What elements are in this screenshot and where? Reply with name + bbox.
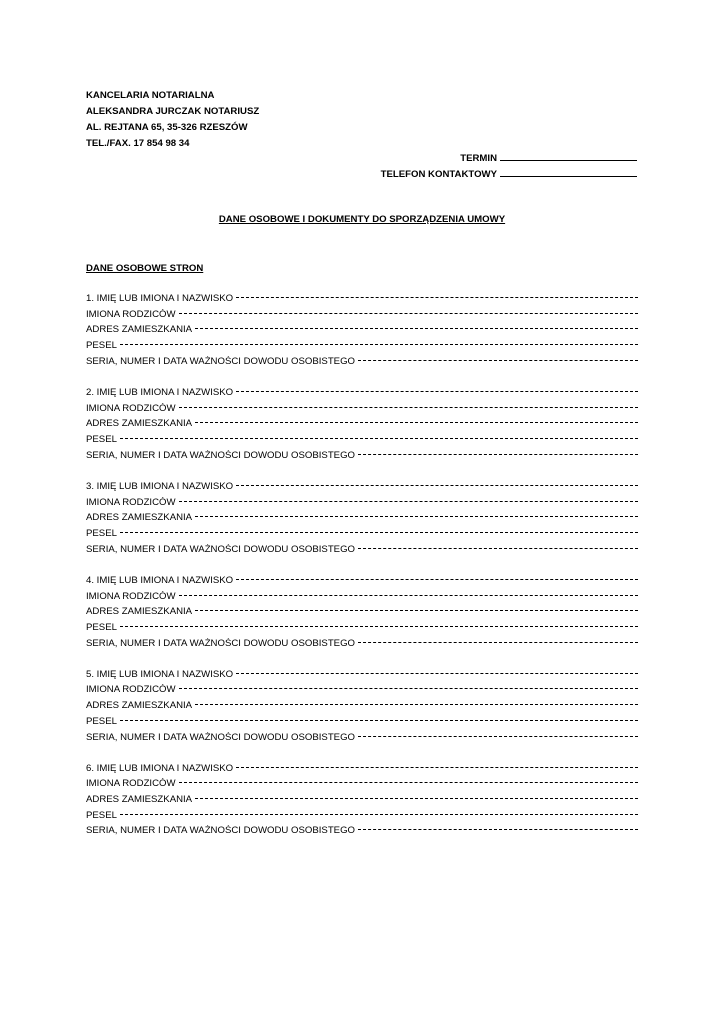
parents-label: IMIONA RODZICÓW <box>86 590 176 602</box>
person-block <box>86 481 638 559</box>
address-field <box>86 700 638 716</box>
pesel-field <box>86 622 638 638</box>
id-document-label: SERIA, NUMER I DATA WAŻNOŚCI DOWODU OSOBISTEGO <box>86 543 355 555</box>
name-field <box>86 481 638 497</box>
dashed-blank <box>120 626 638 627</box>
top-fields <box>381 151 637 183</box>
dashed-blank <box>179 313 638 314</box>
termin-field <box>381 151 637 167</box>
pesel-field <box>86 340 638 356</box>
id-document-field <box>86 450 638 466</box>
person-block <box>86 575 638 653</box>
address-label: ADRES ZAMIESZKANIA <box>86 324 193 336</box>
person-block <box>86 387 638 465</box>
office-name: KANCELARIA NOTARIALNA <box>86 90 215 101</box>
termin-blank <box>500 151 637 161</box>
id-document-label: SERIA, NUMER I DATA WAŻNOŚCI DOWODU OSOBISTEGO <box>86 355 355 367</box>
name-field <box>86 669 638 685</box>
id-document-label: SERIA, NUMER I DATA WAŻNOŚCI DOWODU OSOBISTEGO <box>86 825 355 837</box>
pesel-label: PESEL <box>86 715 117 727</box>
dashed-blank <box>236 673 638 674</box>
name-field <box>86 763 638 779</box>
telefon-label: TELEFON KONTAKTOWY <box>380 169 497 180</box>
telefon-blank <box>500 167 637 177</box>
dashed-blank <box>179 501 638 502</box>
dashed-blank <box>358 736 638 737</box>
name-label: 6. IMIĘ LUB IMIONA I NAZWISKO <box>86 762 234 774</box>
name-label: 4. IMIĘ LUB IMIONA I NAZWISKO <box>86 574 234 586</box>
dashed-blank <box>358 829 638 830</box>
person-block <box>86 763 638 841</box>
document-title: DANE OSOBOWE I DOKUMENTY DO SPORZĄDZENIA UMOWY <box>218 214 506 225</box>
parents-field <box>86 778 638 794</box>
pesel-field <box>86 810 638 826</box>
pesel-label: PESEL <box>86 621 117 633</box>
dashed-blank <box>195 328 638 329</box>
id-document-label: SERIA, NUMER I DATA WAŻNOŚCI DOWODU OSOBISTEGO <box>86 449 355 461</box>
address-label: ADRES ZAMIESZKANIA <box>86 606 193 618</box>
dashed-blank <box>195 704 638 705</box>
section-title: DANE OSOBOWE STRON <box>86 263 204 274</box>
address-field <box>86 418 638 434</box>
dashed-blank <box>120 532 638 533</box>
pesel-field <box>86 434 638 450</box>
parents-label: IMIONA RODZICÓW <box>86 778 176 790</box>
dashed-blank <box>358 360 638 361</box>
dashed-blank <box>236 767 638 768</box>
parents-label: IMIONA RODZICÓW <box>86 308 176 320</box>
dashed-blank <box>120 720 638 721</box>
dashed-blank <box>195 798 638 799</box>
parents-field <box>86 403 638 419</box>
address-field <box>86 606 638 622</box>
pesel-field <box>86 528 638 544</box>
name-label: 5. IMIĘ LUB IMIONA I NAZWISKO <box>86 668 234 680</box>
dashed-blank <box>120 814 638 815</box>
address-label: ADRES ZAMIESZKANIA <box>86 700 193 712</box>
id-document-label: SERIA, NUMER I DATA WAŻNOŚCI DOWODU OSOBISTEGO <box>86 637 355 649</box>
name-field <box>86 575 638 591</box>
name-field <box>86 293 638 309</box>
pesel-label: PESEL <box>86 527 117 539</box>
office-phone: TEL./FAX. 17 854 98 34 <box>86 138 190 149</box>
dashed-blank <box>236 485 638 486</box>
name-label: 3. IMIĘ LUB IMIONA I NAZWISKO <box>86 480 234 492</box>
address-field <box>86 794 638 810</box>
parents-label: IMIONA RODZICÓW <box>86 496 176 508</box>
persons-list <box>86 293 638 857</box>
parents-field <box>86 309 638 325</box>
id-document-field <box>86 638 638 654</box>
id-document-field <box>86 356 638 372</box>
termin-label: TERMIN <box>460 153 497 164</box>
id-document-field <box>86 825 638 841</box>
parents-label: IMIONA RODZICÓW <box>86 684 176 696</box>
pesel-label: PESEL <box>86 809 117 821</box>
id-document-field <box>86 544 638 560</box>
dashed-blank <box>120 438 638 439</box>
parents-field <box>86 684 638 700</box>
dashed-blank <box>195 516 638 517</box>
person-block <box>86 669 638 747</box>
telefon-field <box>381 167 637 183</box>
parents-field <box>86 497 638 513</box>
dashed-blank <box>195 422 638 423</box>
parents-field <box>86 591 638 607</box>
dashed-blank <box>236 579 638 580</box>
address-field <box>86 512 638 528</box>
dashed-blank <box>236 391 638 392</box>
office-header <box>86 88 259 152</box>
name-label: 2. IMIĘ LUB IMIONA I NAZWISKO <box>86 386 234 398</box>
person-block <box>86 293 638 371</box>
dashed-blank <box>179 407 638 408</box>
address-label: ADRES ZAMIESZKANIA <box>86 418 193 430</box>
office-address: AL. REJTANA 65, 35-326 RZESZÓW <box>86 122 248 133</box>
dashed-blank <box>358 642 638 643</box>
id-document-field <box>86 732 638 748</box>
name-field <box>86 387 638 403</box>
address-label: ADRES ZAMIESZKANIA <box>86 512 193 524</box>
pesel-label: PESEL <box>86 434 117 445</box>
pesel-field <box>86 716 638 732</box>
name-label: 1. IMIĘ LUB IMIONA I NAZWISKO <box>86 293 234 304</box>
address-field <box>86 324 638 340</box>
dashed-blank <box>195 610 638 611</box>
dashed-blank <box>358 454 638 455</box>
dashed-blank <box>179 595 638 596</box>
pesel-label: PESEL <box>86 340 117 352</box>
notary-name: ALEKSANDRA JURCZAK NOTARIUSZ <box>86 106 260 117</box>
parents-label: IMIONA RODZICÓW <box>86 402 176 414</box>
dashed-blank <box>179 782 638 783</box>
id-document-label: SERIA, NUMER I DATA WAŻNOŚCI DOWODU OSOBISTEGO <box>86 731 355 743</box>
address-label: ADRES ZAMIESZKANIA <box>86 794 193 806</box>
dashed-blank <box>358 548 638 549</box>
dashed-blank <box>236 297 638 298</box>
dashed-blank <box>120 344 638 345</box>
dashed-blank <box>179 688 638 689</box>
